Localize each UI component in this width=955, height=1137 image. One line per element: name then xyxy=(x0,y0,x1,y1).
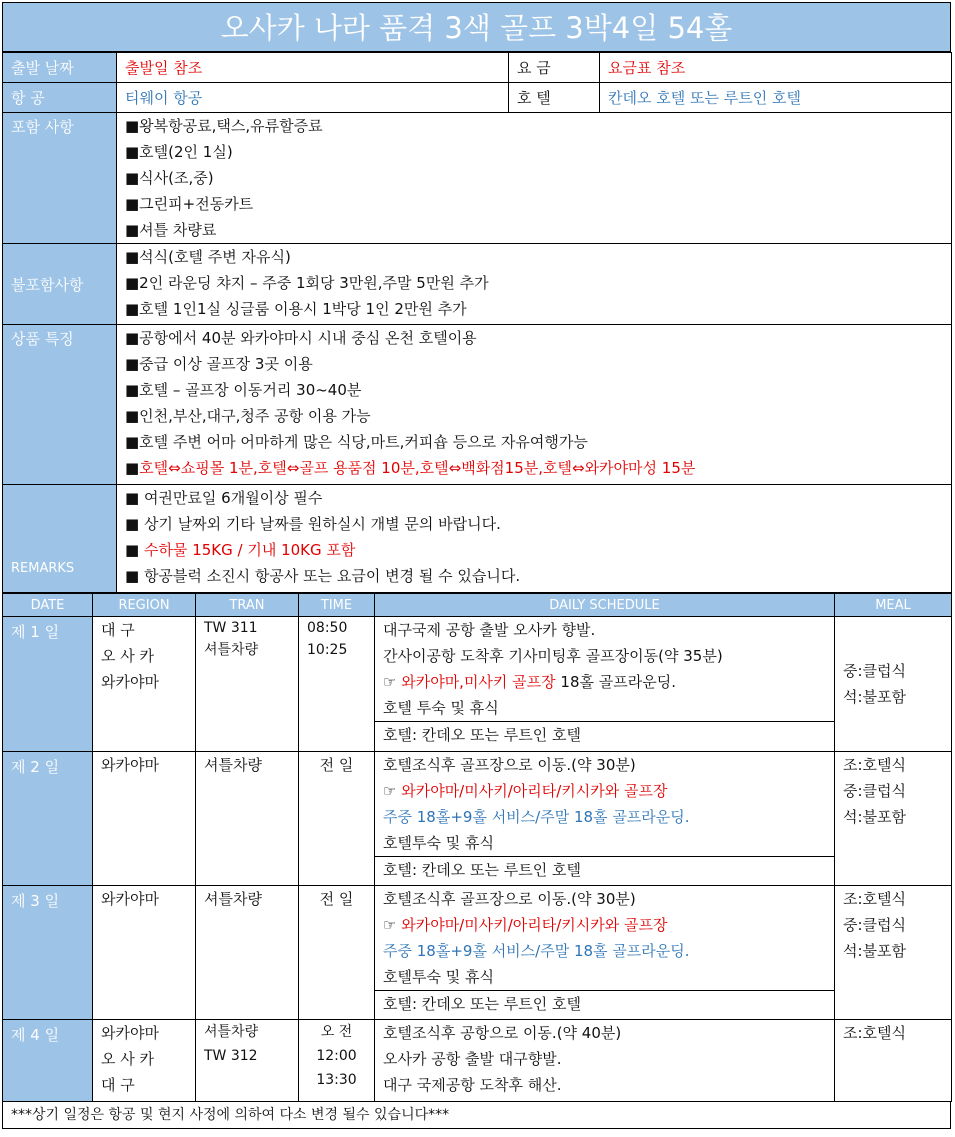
time-line: 오 전 xyxy=(320,1024,353,1040)
departure-label: 출발 날짜 xyxy=(3,53,117,83)
region-line: 와카야마 xyxy=(101,756,159,774)
tran-line: 셔틀차량 xyxy=(204,756,262,774)
meal-line: 중:클럽식 xyxy=(843,662,907,680)
list-item: ■그린피+전동카트 xyxy=(125,195,254,213)
schedule-line: 간사이공항 도착후 기사미팅후 골프장이동(약 35분) xyxy=(383,647,723,665)
pointing-hand-icon: ☞ xyxy=(383,916,402,934)
hotel-line: 호텔: 칸데오 또는 루트인 호텔 xyxy=(375,721,834,748)
list-item: ■호텔 – 골프장 이동거리 30~40분 xyxy=(125,381,362,399)
region-line: 와카야마 xyxy=(101,1024,159,1042)
included-label: 포함 사항 xyxy=(3,113,117,244)
region-line: 와카야마 xyxy=(101,890,159,908)
included-list xyxy=(117,113,952,244)
time-line: 08:50 xyxy=(307,620,348,636)
fee-value: 요금표 참조 xyxy=(600,53,952,83)
meal-line: 조:호텔식 xyxy=(843,1024,907,1042)
fee-label: 요 금 xyxy=(509,53,600,83)
schedule-line: 호텔 투숙 및 휴식 xyxy=(383,699,499,717)
table-row xyxy=(3,1020,952,1102)
day-label: 제 4 일 xyxy=(3,1020,93,1102)
meal-cell xyxy=(835,752,952,886)
excluded-list xyxy=(117,244,952,325)
list-item xyxy=(125,455,943,481)
table-row xyxy=(3,752,952,886)
tran-line: 셔틀차량 xyxy=(204,642,259,658)
features-list xyxy=(117,325,952,485)
list-item: ■ 상기 날짜외 기타 날짜를 원하실시 개별 문의 바랍니다. xyxy=(125,515,501,533)
footer-note: ***상기 일정은 항공 및 현지 사정에 의하여 다소 변경 될수 있습니다*** xyxy=(2,1102,951,1129)
remarks-list xyxy=(117,485,952,593)
golf-course-name: 와카야마,미사키 골프장 xyxy=(401,673,556,691)
header-time: TIME xyxy=(299,594,375,617)
list-item xyxy=(125,537,943,563)
time-line: 전 일 xyxy=(319,756,354,774)
document-title: 오사카 나라 품격 3색 골프 3박4일 54홀 xyxy=(2,2,951,52)
time-cell xyxy=(299,1020,375,1102)
tran-line: 셔틀차량 xyxy=(204,1024,259,1040)
meal-cell xyxy=(835,1020,952,1102)
pointing-hand-icon: ☞ xyxy=(383,673,402,691)
list-item: ■중급 이상 골프장 3곳 이용 xyxy=(125,355,313,373)
day-label: 제 3 일 xyxy=(3,886,93,1020)
meal-line: 조:호텔식 xyxy=(843,890,907,908)
meal-cell xyxy=(835,617,952,752)
list-item: ■셔틀 차량료 xyxy=(125,221,217,239)
schedule-line xyxy=(383,912,826,938)
list-item: ■ 여권만료일 6개월이상 필수 xyxy=(125,489,323,507)
features-label: 상품 특징 xyxy=(3,325,117,485)
info-table xyxy=(2,52,952,593)
time-line: 10:25 xyxy=(307,642,348,658)
departure-value: 출발일 참조 xyxy=(117,53,509,83)
header-daily-schedule: DAILY SCHEDULE xyxy=(375,594,835,617)
time-line: 전 일 xyxy=(319,890,354,908)
list-item: ■호텔 1인1실 싱글룸 이용시 1박당 1인 2만원 추가 xyxy=(125,300,467,318)
tran-line: 셔틀차량 xyxy=(204,890,262,908)
day-label: 제 2 일 xyxy=(3,752,93,886)
region-cell xyxy=(93,1020,196,1102)
meal-line: 석:불포함 xyxy=(843,942,907,960)
table-row xyxy=(3,617,952,752)
round-note: 주중 18홀+9홀 서비스/주말 18홀 골프라운딩. xyxy=(383,942,690,960)
header-date: DATE xyxy=(3,594,93,617)
hotel-label: 호 텔 xyxy=(509,83,600,113)
region-line: 대 구 xyxy=(101,621,135,639)
time-cell xyxy=(299,617,375,752)
list-item: ■인천,부산,대구,청주 공항 이용 가능 xyxy=(125,407,371,425)
schedule-line: 호텔투숙 및 휴식 xyxy=(383,834,494,852)
excluded-label: 불포함사항 xyxy=(3,244,117,325)
airline-label: 항 공 xyxy=(3,83,117,113)
schedule-cell xyxy=(375,752,835,886)
tran-cell xyxy=(196,1020,299,1102)
region-cell xyxy=(93,617,196,752)
time-cell xyxy=(299,752,375,886)
region-line: 와카야마 xyxy=(101,673,159,691)
region-line: 오 사 카 xyxy=(101,1050,155,1068)
tran-line: TW 312 xyxy=(204,1048,258,1064)
meal-line: 석:불포함 xyxy=(843,808,907,826)
list-item: ■식사(조,중) xyxy=(125,169,214,187)
region-cell xyxy=(93,752,196,886)
hotel-value: 칸데오 호텔 또는 루트인 호텔 xyxy=(600,83,952,113)
region-cell xyxy=(93,886,196,1020)
time-cell xyxy=(299,886,375,1020)
tran-cell xyxy=(196,617,299,752)
tran-cell xyxy=(196,752,299,886)
schedule-line: 호텔조식후 골프장으로 이동.(약 30분) xyxy=(383,756,636,774)
remarks-label: REMARKS xyxy=(3,485,117,593)
itinerary-document xyxy=(2,2,951,1135)
bullet: ■ xyxy=(125,459,140,477)
schedule-cell xyxy=(375,886,835,1020)
header-meal: MEAL xyxy=(835,594,952,617)
header-tran: TRAN xyxy=(196,594,299,617)
region-line: 대 구 xyxy=(101,1076,135,1094)
pointing-hand-icon: ☞ xyxy=(383,782,402,800)
table-row xyxy=(3,886,952,1020)
header-region: REGION xyxy=(93,594,196,617)
list-item: ■호텔 주변 어마 어마하게 많은 식당,마트,커피숍 등으로 자유여행가능 xyxy=(125,433,588,451)
list-item: ■석식(호텔 주변 자유식) xyxy=(125,248,291,266)
schedule-line xyxy=(383,778,826,804)
list-item: ■호텔(2인 1실) xyxy=(125,143,233,161)
time-line: 12:00 xyxy=(316,1048,357,1064)
list-item: ■공항에서 40분 와카야마시 시내 중심 온천 호텔이용 xyxy=(125,329,477,347)
schedule-line: 대구 국제공항 도착후 해산. xyxy=(383,1076,562,1094)
schedule-line: 대구국제 공항 출발 오사카 향발. xyxy=(383,621,596,639)
meal-cell xyxy=(835,886,952,1020)
list-item: ■왕복항공료,택스,유류할증료 xyxy=(125,117,323,135)
meal-line: 중:클럽식 xyxy=(843,782,907,800)
hotel-line: 호텔: 칸데오 또는 루트인 호텔 xyxy=(375,856,834,883)
schedule-cell xyxy=(375,617,835,752)
round-note: 18홀 골프라운딩. xyxy=(555,673,676,691)
schedule-line xyxy=(383,669,826,695)
golf-course-name: 와카야마/미사키/아리타/키시카와 골프장 xyxy=(401,782,668,800)
time-line: 13:30 xyxy=(316,1072,357,1088)
golf-course-name: 와카야마/미사키/아리타/키시카와 골프장 xyxy=(401,916,668,934)
schedule-line: 호텔조식후 골프장으로 이동.(약 30분) xyxy=(383,890,636,908)
schedule-line: 호텔조식후 공항으로 이동.(약 40분) xyxy=(383,1024,622,1042)
meal-line: 중:클럽식 xyxy=(843,916,907,934)
tran-cell xyxy=(196,886,299,1020)
schedule-line: 오사카 공항 출발 대구향발. xyxy=(383,1050,562,1068)
round-note: 주중 18홀+9홀 서비스/주말 18홀 골프라운딩. xyxy=(383,808,690,826)
schedule-cell xyxy=(375,1020,835,1102)
schedule-line: 호텔투숙 및 휴식 xyxy=(383,968,494,986)
distance-note: 호텔⇔쇼핑몰 1분,호텔⇔골프 용품점 10분,호텔⇔백화점15분,호텔⇔와카야마성 15분 xyxy=(139,459,696,477)
meal-line: 조:호텔식 xyxy=(843,756,907,774)
meal-line: 석:불포함 xyxy=(843,688,907,706)
list-item: ■2인 라운딩 챠지 – 주중 1회당 3만원,주말 5만원 추가 xyxy=(125,274,489,292)
schedule-table xyxy=(2,593,952,1102)
region-line: 오 사 카 xyxy=(101,647,155,665)
hotel-line: 호텔: 칸데오 또는 루트인 호텔 xyxy=(375,990,834,1017)
airline-value: 티웨이 항공 xyxy=(117,83,509,113)
bullet: ■ xyxy=(125,541,144,559)
tran-line: TW 311 xyxy=(204,620,258,636)
list-item: ■ 항공블럭 소진시 항공사 또는 요금이 변경 될 수 있습니다. xyxy=(125,567,521,585)
day-label: 제 1 일 xyxy=(3,617,93,752)
baggage-note: 수하물 15KG / 기내 10KG 포함 xyxy=(143,541,356,559)
